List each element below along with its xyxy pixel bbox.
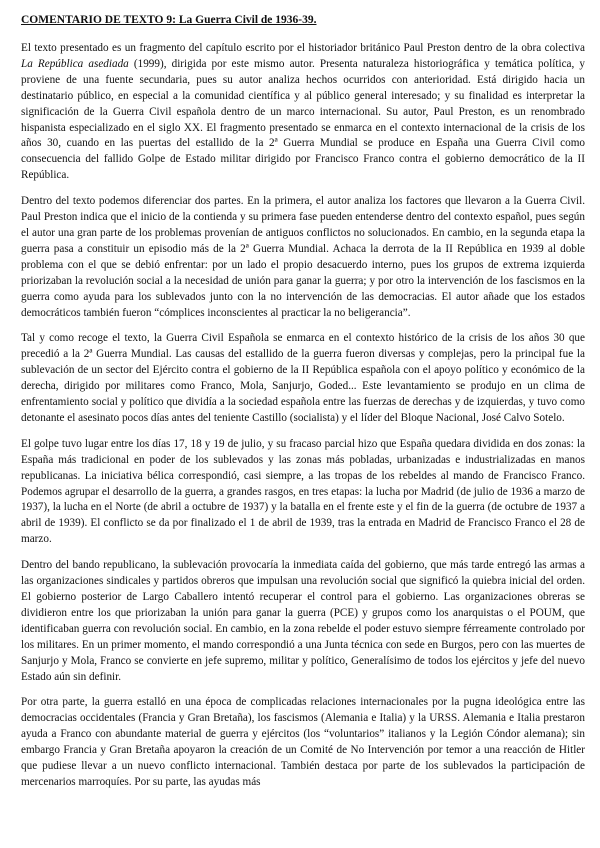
paragraph-international: Por otra parte, la guerra estalló en una época de complicadas relaciones internacionales por la pugna ideológica entre las democracias occidentales (Francia y Gran Bretaña), los fascismos (Alemania e Italia) y la URSS. Alemania e Italia prestaron ayuda a Franco con abundante material de guerra y ejércitos (los “voluntarios” italianos y la Legión Cóndor alemana); sin embargo Francia y Gran Bretaña apoyaron la creación de un Comité de No Intervención por temor a una reacción de Hitler que pudiese llevar a un nuevo conflicto internacional. También destaca por parte de los sublevados la participación de mercenarios marroquíes. Por su parte, las ayudas más xyxy=(21,696,585,788)
document-title: COMENTARIO DE TEXTO 9: La Guerra Civil de 1936-39. xyxy=(21,14,317,26)
paragraph-text: El texto presentado es un fragmento del capítulo escrito por el historiador británico Paul Preston dentro de la obra colectiva xyxy=(21,42,585,54)
book-title: La República asediada xyxy=(21,57,129,70)
paragraph-republican-side: Dentro del bando republicano, la sublevación provocaría la inmediata caída del gobierno, que más tarde entregó las armas a las organizaciones sindicales y partidos obreros que impulsan una revolución social que significó la quiebra inicial del orden. El gobierno posterior de Largo Caballero intentó recuperar el control para el gobierno. Las organizaciones obreras se dividieron entre los que priorizaban la unión para ganar la guerra (PCE) y grupos como los anarquistas o el POUM, que identificaban guerra con revolución social. En cambio, en la zona rebelde el poder estuvo siempre férreamente controlado por los militares. En un primer momento, el mando correspondió a una Junta técnica con sede en Burgos, pero con las muertes de Sanjurjo y Mola, Franco se convierte en jefe supremo, militar y político, Generalísimo de todos los ejércitos y jefe del nuevo Estado aún sin definir. xyxy=(21,559,585,683)
paragraph-introduction xyxy=(21,41,585,184)
paragraph-text: (1999), dirigida por este mismo autor. Presenta naturaleza historiográfica y temática política, y proviene de una fuente secundaria, pues su autor analiza hechos ocurridos con anterioridad. Está dirigido hacia un destinatario público, en especial a la comunidad científica y al público general interesado; y su finalidad es interpretar la significación de la Guerra Civil española dentro de un marco internacional. Su autor, Paul Preston, es un renombrado hispanista especializado en el siglo XX. El fragmento presentado se enmarca en el contexto internacional de la crisis de los años 30, cuando en las puertas del estallido de la 2ª Guerra Mundial se produce en España una Guerra Civil como consecuencia del fallido Golpe de Estado militar dirigido por Francisco Franco contra el gobierno democrático de la II República. xyxy=(21,57,585,182)
document-page xyxy=(21,12,585,801)
paragraph-context: Tal y como recoge el texto, la Guerra Civil Española se enmarca en el contexto histórico de la crisis de los años 30 que precedió a la 2ª Guerra Mundial. Las causas del estallido de la guerra fueron diversas y complejas, pero la principal fue la sublevación de un sector del Ejército contra el gobierno de la II República española con el apoyo político y económico de la derecha, dirigido por militares como Franco, Mola, Sanjurjo, Goded... Este levantamiento se produjo en un clima de enfrentamiento social y político que dividía a la sociedad española entre las fuerzas de derechas y de izquierdas, y tuvo como detonante el asesinato pocos días antes del teniente Castillo (socialista) y el líder del Bloque Nacional, José Calvo Sotelo. xyxy=(21,332,585,424)
paragraph-war-stages: El golpe tuvo lugar entre los días 17, 18 y 19 de julio, y su fracaso parcial hizo que España quedara dividida en dos zonas: la España más tradicional en poder de los sublevados y las zonas más pobladas, urbanizadas e industrializadas en manos republicanas. La iniciativa bélica correspondió, casi siempre, a las tropas de los rebeldes al mando de Francisco Franco. Podemos agrupar el desarrollo de la guerra, a grandes rasgos, en tres etapas: la lucha por Madrid (de julio de 1936 a marzo de 1937), la lucha en el Norte (de abril a octubre de 1937) y la batalla en el frente este y el fin de la guerra (de octubre de 1937 a abril de 1939). El conflicto se da por finalizado el 1 de abril de 1939, tras la entrada en Madrid de Francisco Franco el 28 de marzo. xyxy=(21,437,585,546)
paragraph-analysis: Dentro del texto podemos diferenciar dos partes. En la primera, el autor analiza los factores que llevaron a la Guerra Civil. Paul Preston indica que el inicio de la contienda y su primera fase pueden entenderse dentro del contexto español, pues según el autor una gran parte de los problemas provenían de antiguos conflictos no solucionados. En cambio, en la segunda etapa la guerra pasa a constituir un episodio más de la 2ª Guerra Mundial. Achaca la derrota de la II República en 1939 al doble problema con el que se debió enfrentar: por un lado el propio desacuerdo interno, pues los grupos de extrema izquierda priorizaban la revolución social a la necesidad de unión para ganar la guerra; y por otro la intervención de los fascismos en la guerra como ayuda para los sublevados junto con la no intervención de las democracias. El autor añade que los estados democráticos también fueron “cómplices inconscientes al practicar la no beligerancia”. xyxy=(21,195,585,319)
